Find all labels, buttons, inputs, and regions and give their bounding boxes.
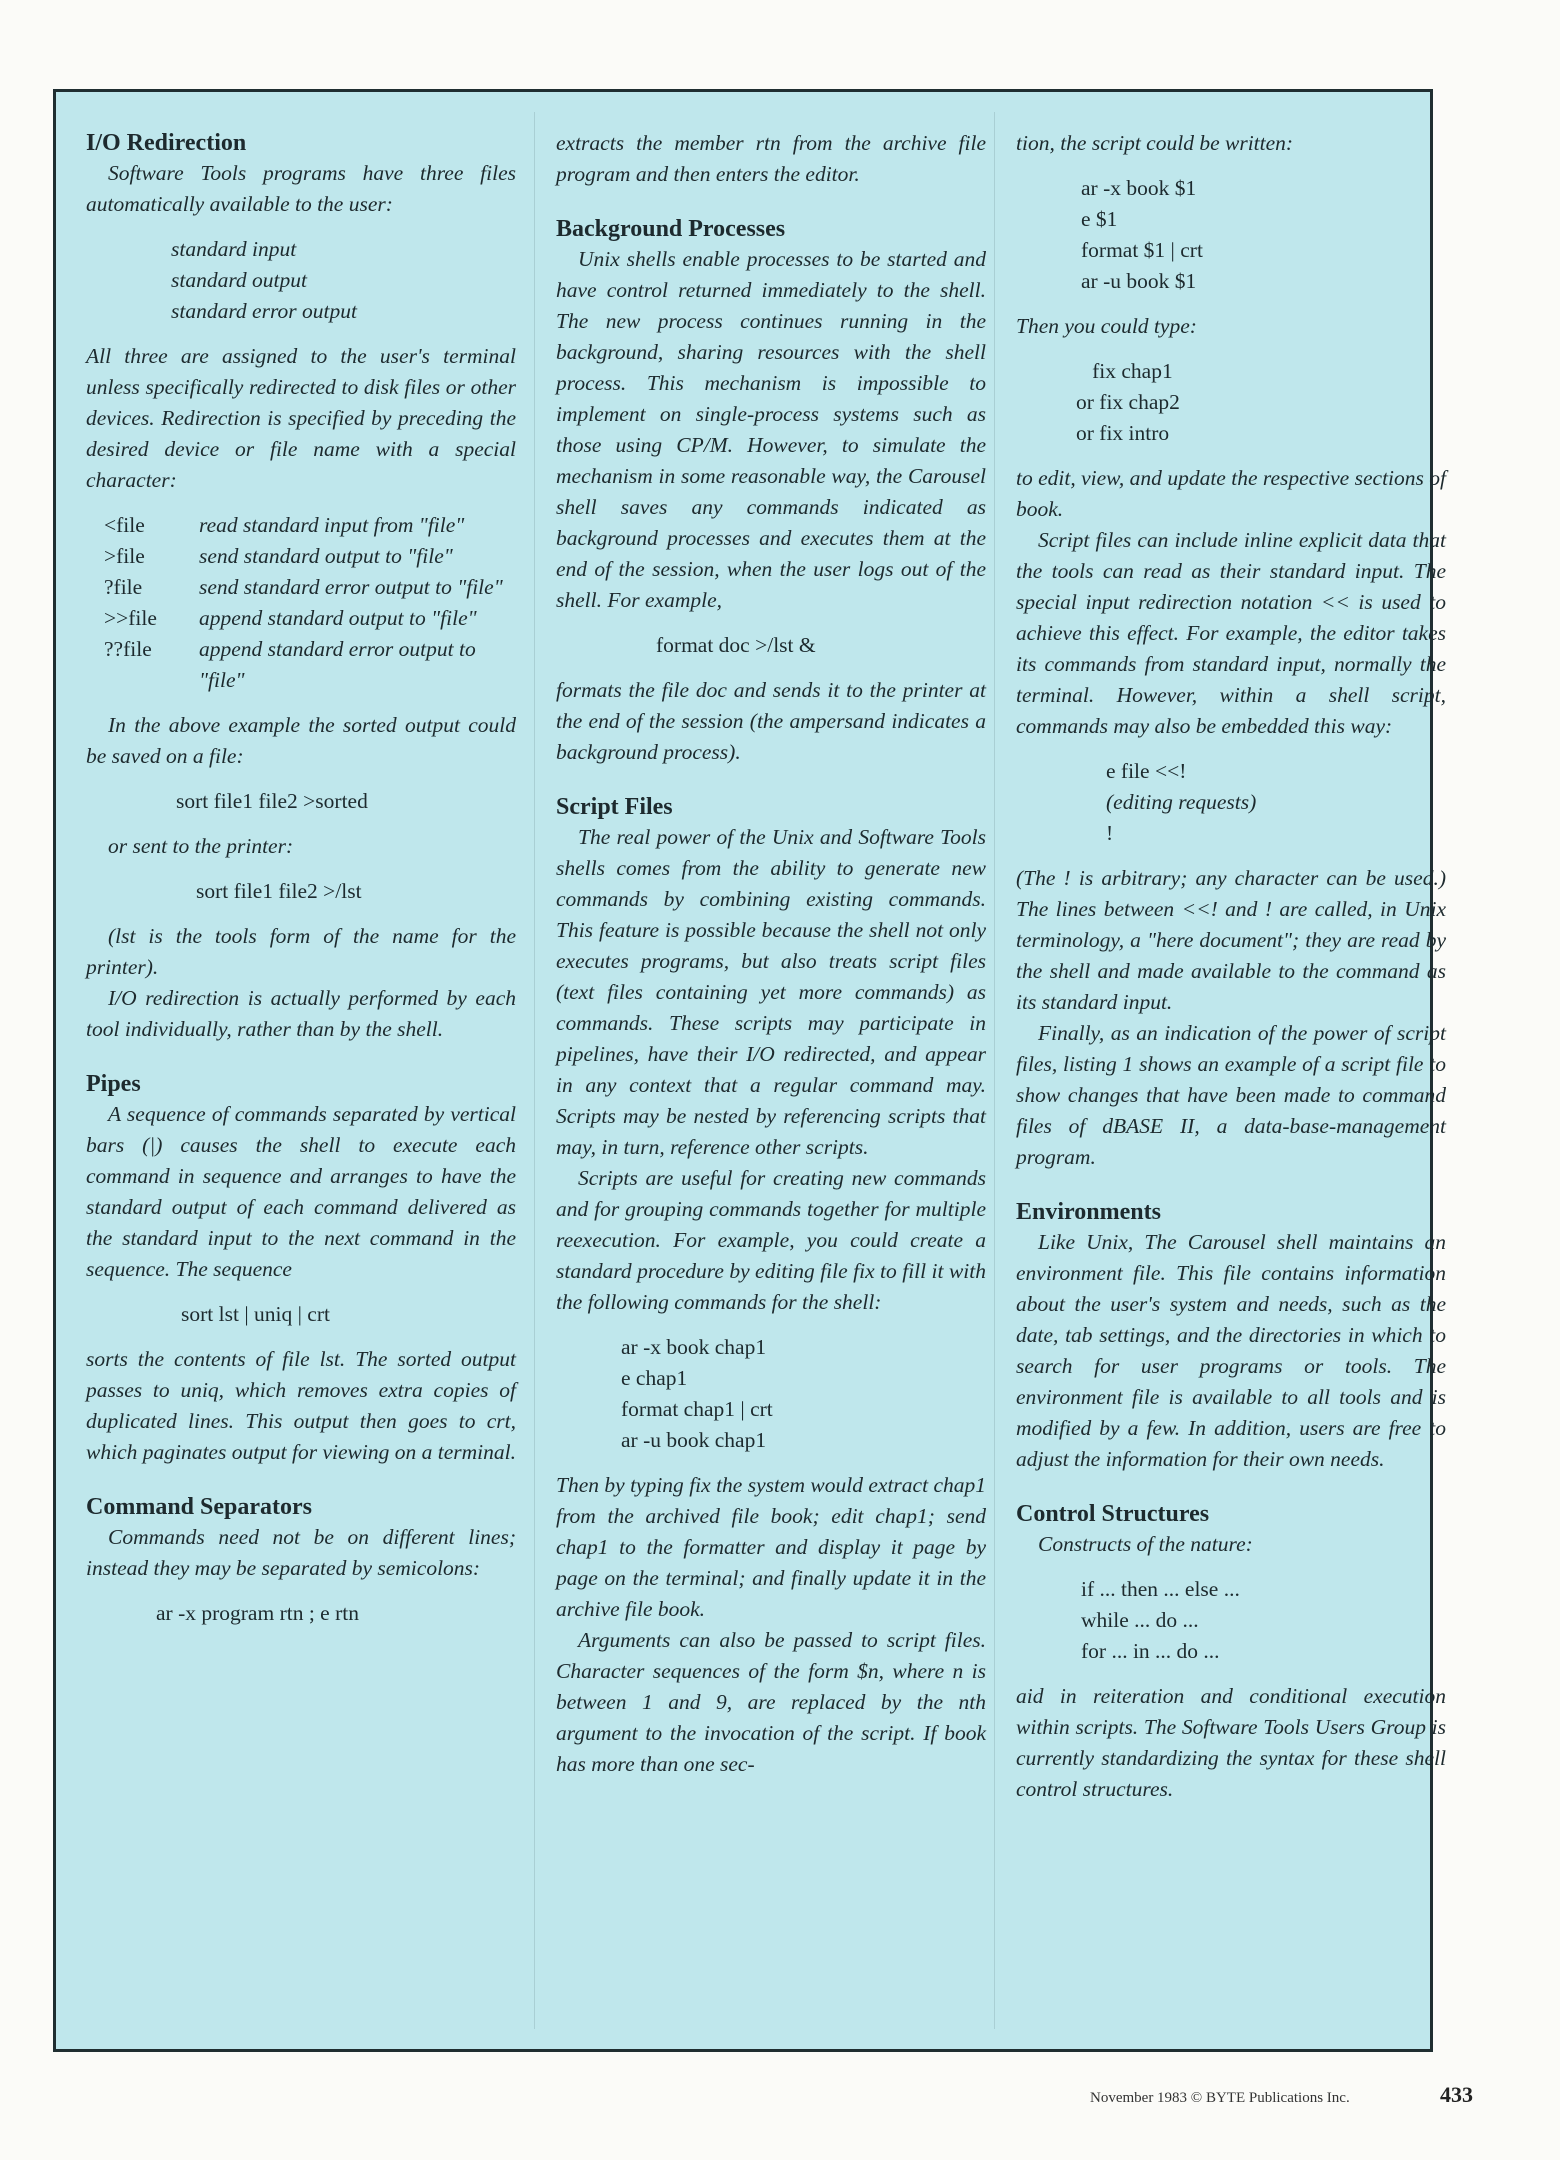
code-line: or fix intro xyxy=(1076,421,1170,445)
code-line: sort file1 file2 >sorted xyxy=(176,789,368,813)
paragraph: In the above example the sorted output could be saved on a file: xyxy=(86,713,516,768)
paragraph: tion, the script could be written: xyxy=(1016,131,1294,155)
redir-key: ??file xyxy=(104,637,152,661)
heading-script-files: Script Files xyxy=(556,794,673,820)
table-row xyxy=(104,510,516,541)
heading-pipes: Pipes xyxy=(86,1071,141,1097)
paragraph: to edit, view, and update the respective sections of book. xyxy=(1016,466,1446,521)
paragraph: Arguments can also be passed to script files. Character sequences of the form $n, where n is between 1 and 9, are replaced by the nth argument to the invocation of the script. If book has more than one sec- xyxy=(556,1628,986,1776)
redir-desc: send standard error output to "file" xyxy=(199,575,503,599)
heading-command-separators: Command Separators xyxy=(86,1494,312,1520)
code-line: sort lst | uniq | crt xyxy=(181,1302,330,1326)
article-panel xyxy=(53,89,1446,2052)
code-line: e file <<! xyxy=(1106,759,1187,783)
heading-background-processes: Background Processes xyxy=(556,216,786,242)
paragraph: Then by typing fix the system would extract chap1 from the archived file book; edit chap1; send chap1 to the formatter and display it page by page on the terminal; and finally update it in the archive file book. xyxy=(556,1473,986,1621)
redir-key: >>file xyxy=(104,606,157,630)
redir-desc: append standard error output to "file" xyxy=(199,637,476,692)
redir-key: <file xyxy=(104,513,145,537)
paragraph: Constructs of the nature: xyxy=(1038,1532,1253,1556)
code-line: sort file1 file2 >/lst xyxy=(196,879,362,903)
paragraph: Finally, as an indication of the power of script files, listing 1 shows an example of a script file to show changes that have been made to command files of dBASE II, a data-base-management program. xyxy=(1016,1021,1446,1169)
heading-io-redirection: I/O Redirection xyxy=(86,130,247,156)
paragraph: formats the file doc and sends it to the printer at the end of the session (the ampersand indicates a background process). xyxy=(556,678,986,764)
code-block xyxy=(1016,173,1446,297)
column-1 xyxy=(86,128,516,1643)
paragraph: sorts the contents of file lst. The sorted output passes to uniq, which removes extra copies of duplicated lines. This output then goes to crt, which paginates output for viewing on a terminal. xyxy=(86,1347,516,1464)
table-row xyxy=(104,603,516,634)
paragraph: All three are assigned to the user's terminal unless specifically redirected to disk files or other devices. Redirection is specified by preceding the desired device or file name with a special character: xyxy=(86,344,516,492)
redirection-table xyxy=(104,510,516,696)
table-row xyxy=(104,634,516,696)
code-line: ! xyxy=(1106,821,1114,845)
list-item: standard input xyxy=(171,237,297,261)
code-block xyxy=(1016,356,1446,449)
paragraph: Commands need not be on different lines; instead they may be separated by semicolons: xyxy=(86,1525,516,1580)
code-block xyxy=(556,1332,986,1456)
paragraph: Like Unix, The Carousel shell maintains an environment file. This file contains information about the user's system and needs, such as the date, tab settings, and the directories in which to search for user programs or tools. The environment file is available to all tools and is modified by a few. In addition, users are free to adjust the information for their own needs. xyxy=(1016,1230,1446,1471)
column-2 xyxy=(556,128,986,1780)
code-line: while ... do ... xyxy=(1081,1608,1199,1632)
list-item: standard error output xyxy=(171,299,357,323)
code-line: fix chap1 xyxy=(1076,359,1173,383)
code-line: ar -x program rtn ; e rtn xyxy=(156,1601,359,1625)
paragraph: Software Tools programs have three files automatically available to the user: xyxy=(86,161,516,216)
code-line: format doc >/lst & xyxy=(656,633,816,657)
code-line: format chap1 | crt xyxy=(621,1397,773,1421)
code-line: e chap1 xyxy=(621,1366,688,1390)
paragraph: aid in reiteration and conditional execution within scripts. The Software Tools Users Group is currently standardizing the syntax for these shell control structures. xyxy=(1016,1684,1446,1801)
redir-desc: send standard output to "file" xyxy=(199,544,453,568)
code-line: format $1 | crt xyxy=(1081,238,1203,262)
paragraph: extracts the member rtn from the archive file program and then enters the editor. xyxy=(556,131,986,186)
code-block xyxy=(1016,756,1446,849)
code-line: ar -u book chap1 xyxy=(621,1428,767,1452)
code-line: ar -x book $1 xyxy=(1081,176,1197,200)
paragraph: (The ! is arbitrary; any character can be used.) The lines between <<! and ! are called, in Unix terminology, a "here document"; they are read by the shell and made available to the command as its standard input. xyxy=(1016,866,1446,1014)
footer-folio: November 1983 © BYTE Publications Inc. xyxy=(1090,2090,1350,2106)
paragraph: (lst is the tools form of the name for the printer). xyxy=(86,924,516,979)
paragraph: Script files can include inline explicit data that the tools can read as their standard input. The special input redirection notation << is used to achieve this effect. For example, the editor takes its commands from standard input, normally the terminal. However, within a shell script, commands may also be embedded this way: xyxy=(1016,528,1446,738)
paragraph: Unix shells enable processes to be started and have control returned immediately to the shell. The new process continues running in the background, sharing resources with the shell process. This mechanism is impossible to implement on single-process systems such as those using CP/M. However, to simulate the mechanism in some reasonable way, the Carousel shell saves any commands indicated as background processes and executes them at the end of the session, when the user logs out of the shell. For example, xyxy=(556,247,986,612)
redir-key: ?file xyxy=(104,575,143,599)
redir-desc: read standard input from "file" xyxy=(199,513,465,537)
column-rule xyxy=(994,112,995,2029)
heading-control-structures: Control Structures xyxy=(1016,1501,1210,1527)
paragraph: or sent to the printer: xyxy=(108,834,294,858)
code-block xyxy=(1016,1574,1446,1667)
page-number: 433 xyxy=(1440,2082,1473,2107)
column-rule xyxy=(534,112,535,2029)
paragraph: I/O redirection is actually performed by each tool individually, rather than by the shell. xyxy=(86,986,516,1041)
code-line: (editing requests) xyxy=(1106,790,1257,814)
list-item: standard output xyxy=(171,268,307,292)
heading-environments: Environments xyxy=(1016,1199,1161,1225)
redir-key: >file xyxy=(104,544,145,568)
code-line: e $1 xyxy=(1081,207,1118,231)
std-file-list xyxy=(171,234,516,327)
code-line: ar -u book $1 xyxy=(1081,269,1197,293)
table-row xyxy=(104,572,516,603)
paragraph: Scripts are useful for creating new commands and for grouping commands together for multiple reexecution. For example, you could create a standard procedure by editing file fix to fill it with the following commands for the shell: xyxy=(556,1166,986,1314)
code-line: if ... then ... else ... xyxy=(1081,1577,1240,1601)
paragraph: Then you could type: xyxy=(1016,314,1197,338)
paragraph: The real power of the Unix and Software Tools shells comes from the ability to generate new commands by combining existing commands. This feature is possible because the shell not only executes programs, but also treats script files (text files containing yet more commands) as commands. These scripts may participate in pipelines, have their I/O redirected, and appear in any context that a regular command may. Scripts may be nested by referencing scripts that may, in turn, reference other scripts. xyxy=(556,825,986,1159)
column-3 xyxy=(1016,128,1446,1805)
code-line: ar -x book chap1 xyxy=(621,1335,767,1359)
table-row xyxy=(104,541,516,572)
paragraph: A sequence of commands separated by vertical bars (|) causes the shell to execute each command in sequence and arranges to have the standard output of each command delivered as the standard input to the next command in the sequence. The sequence xyxy=(86,1102,516,1281)
code-line: or fix chap2 xyxy=(1076,390,1180,414)
code-line: for ... in ... do ... xyxy=(1081,1639,1220,1663)
redir-desc: append standard output to "file" xyxy=(199,606,477,630)
